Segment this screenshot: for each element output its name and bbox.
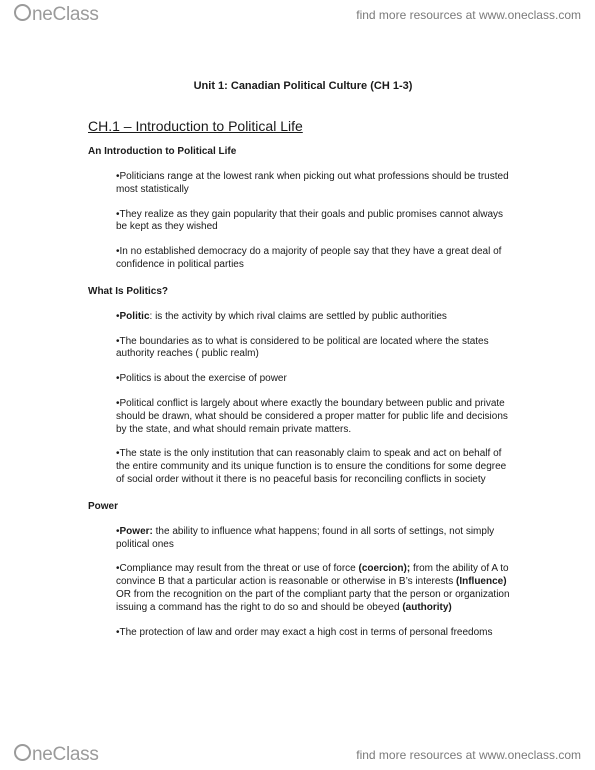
bullet-text: Compliance may result from the threat or use of force	[119, 563, 359, 575]
section-heading: An Introduction to Political Life	[88, 146, 237, 157]
page-footer	[0, 740, 595, 770]
bullet-item	[116, 336, 516, 362]
header-tagline[interactable]: find more resources at www.oneclass.com	[356, 8, 581, 22]
sections-container	[88, 146, 518, 639]
bullet-item	[116, 209, 516, 235]
logo-o-icon	[14, 744, 31, 761]
bullet-text: The boundaries as to what is considered to be political are located where the states authority reaches ( public realm)	[116, 335, 489, 360]
bullet-text: Political conflict is largely about where exactly the boundary between public and private should be drawn, what should be considered a proper matter for public life and decisions by the state, and what should remain private matters.	[116, 397, 508, 435]
section-heading: What Is Politics?	[88, 285, 169, 297]
bullet-item	[116, 627, 516, 640]
bullet-dot: •	[116, 626, 120, 638]
bullet-text: In no established democracy do a majority of people say that they have a great deal of confidence in political parties	[116, 246, 502, 270]
bullet-text: Politicians range at the lowest rank when picking out what professions should be trusted most statistically	[116, 171, 509, 195]
document-title: Unit 1: Canadian Political Culture (CH 1-3)	[193, 80, 413, 92]
bullet-dot: •	[116, 448, 120, 460]
bullet-item	[116, 398, 516, 436]
bullet-dot: •	[116, 171, 120, 182]
bullet-list	[88, 171, 518, 272]
bullet-text: The protection of law and order may exact a high cost in terms of personal freedoms	[119, 626, 493, 638]
footer-tagline[interactable]: find more resources at www.oneclass.com	[356, 748, 581, 762]
bold-term: (coercion);	[358, 563, 411, 575]
bold-term: (authority)	[402, 601, 452, 613]
logo-text: neClass	[32, 744, 99, 765]
oneclass-logo-footer[interactable]	[14, 744, 99, 766]
bullet-dot: •	[116, 397, 120, 409]
bullet-item	[116, 448, 516, 486]
bullet-item	[116, 171, 516, 197]
bullet-text: OR from the recognition on the part of the compliant party that the person or organization issuing a command has the right to do so and should be obeyed	[116, 588, 510, 613]
bullet-text: Politics is about the exercise of power	[119, 373, 287, 385]
bullet-text: The state is the only institution that can reasonably claim to speak and act on behalf of the entire community and its unique function is to ensure the conditions for some degree of social order without it there is no peaceful basis for reconciling conflicts in society	[116, 448, 507, 485]
bullet-dot: •	[116, 525, 120, 537]
bullet-dot: •	[116, 563, 120, 575]
bullet-dot: •	[116, 246, 120, 258]
bullet-text: They realize as they gain popularity that their goals and public promises cannot always be kept as they wished	[116, 208, 504, 233]
bullet-dot: •	[116, 335, 120, 347]
bullet-item	[116, 246, 516, 272]
bullet-dot: •	[116, 373, 120, 385]
document-body	[88, 80, 518, 653]
bold-term: Politic	[119, 310, 150, 322]
page-header	[0, 0, 595, 30]
bullet-item	[116, 373, 516, 386]
bold-term: (Influence)	[456, 576, 507, 588]
oneclass-logo[interactable]	[14, 4, 99, 26]
bullet-list	[88, 311, 518, 487]
bullet-list	[88, 526, 518, 640]
logo-text: neClass	[32, 4, 99, 25]
section-heading: Power	[88, 500, 119, 512]
bullet-dot: •	[116, 310, 120, 322]
bold-term: Power:	[119, 525, 153, 537]
bullet-text: : is the activity by which rival claims are settled by public authorities	[149, 310, 447, 322]
chapter-title: CH.1 – Introduction to Political Life	[88, 118, 303, 134]
logo-o-icon	[14, 4, 31, 21]
bullet-dot: •	[116, 208, 120, 220]
bullet-item	[116, 526, 516, 552]
bullet-item	[116, 311, 516, 324]
bullet-text: from the ability of A to convince B that a particular action is reasonable or otherwise in B’s interests	[116, 563, 509, 588]
bullet-item	[116, 563, 516, 614]
bullet-text: the ability to influence what happens; found in all sorts of settings, not simply political ones	[116, 525, 495, 550]
